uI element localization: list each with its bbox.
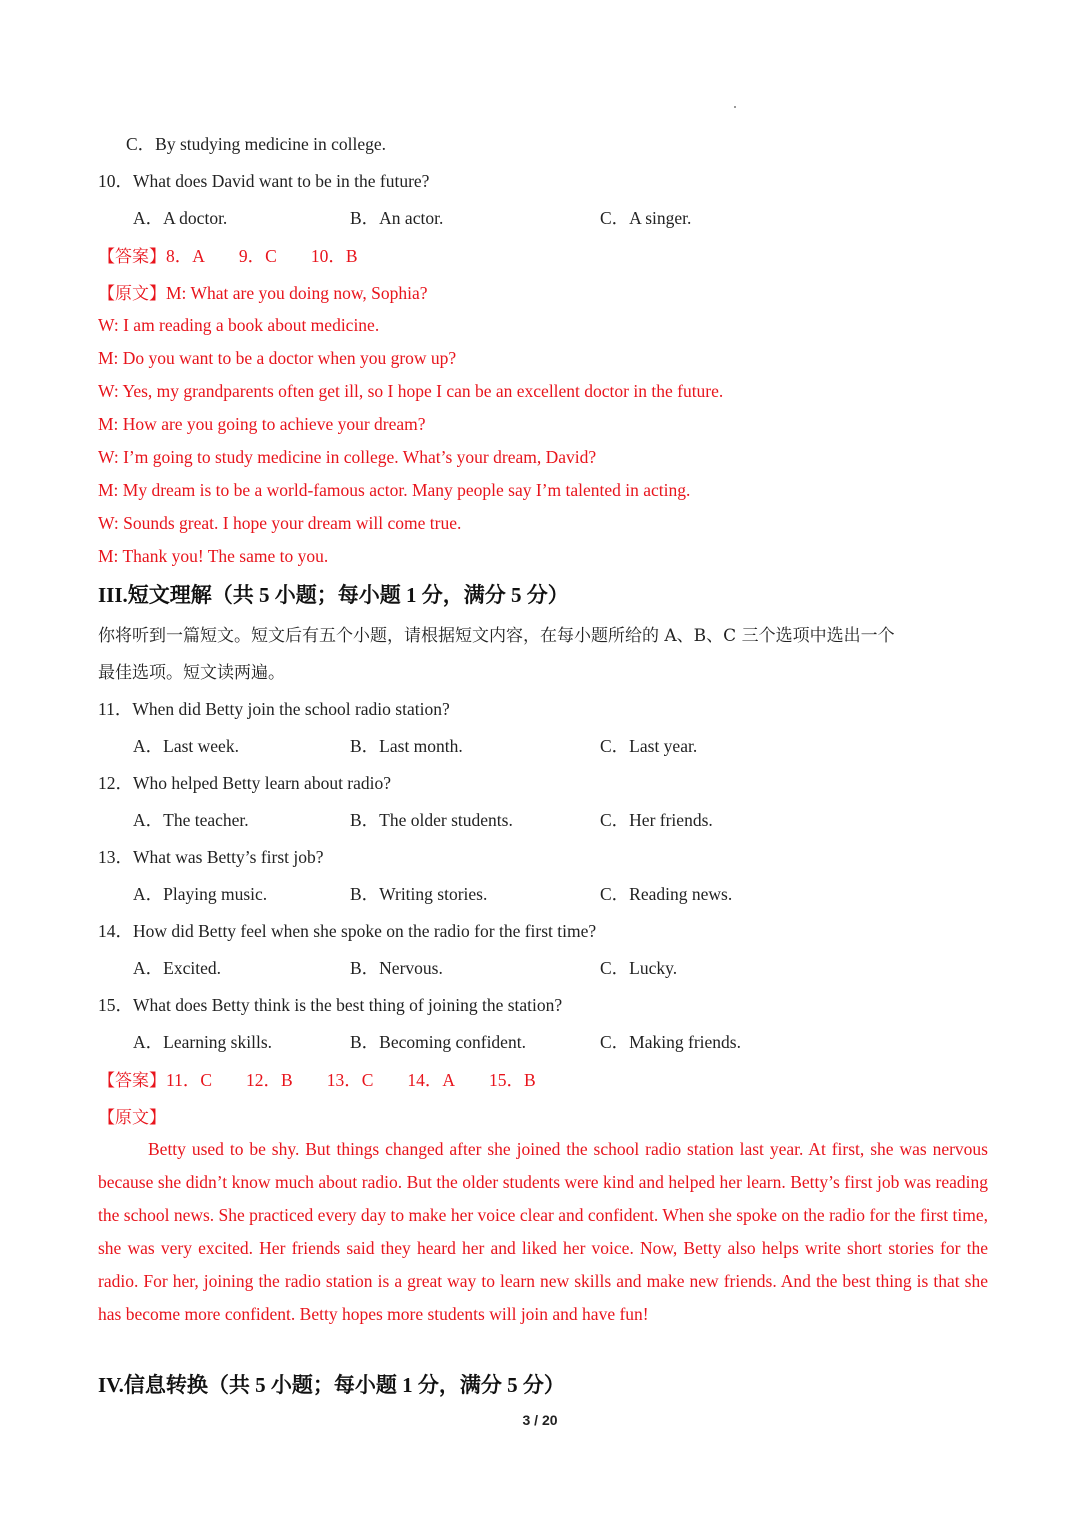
option-a: A．Excited.	[133, 958, 221, 978]
answer-item: 12．B	[246, 1070, 293, 1090]
transcript-tag: 【原文】	[98, 284, 166, 304]
scan-dot	[734, 106, 736, 108]
question: 15．What does Betty think is the best thing of joining the station?	[98, 995, 563, 1015]
option-b: B．Writing stories.	[350, 884, 488, 904]
section-instructions: 你将听到一篇短文。短文后有五个小题，请根据短文内容，在每小题所给的 A、B、C 三个选项中选出一个	[98, 626, 895, 646]
question: 14．How did Betty feel when she spoke on the radio for the first time?	[98, 921, 597, 941]
transcript-line: M: Do you want to be a doctor when you grow up?	[98, 348, 457, 368]
option-c: C．Reading news.	[600, 884, 733, 904]
option-b: B．Nervous.	[350, 958, 443, 978]
option-b: B．Becoming confident.	[350, 1032, 526, 1052]
answer-item: 11．C	[166, 1070, 213, 1090]
question: 12．Who helped Betty learn about radio?	[98, 773, 392, 793]
transcript-line: W: I am reading a book about medicine.	[98, 315, 380, 335]
answer-item: 10．B	[310, 246, 358, 266]
option-b: B．Last month.	[350, 736, 463, 756]
q10-option-c: C．A singer.	[600, 208, 692, 228]
option-a: A．Learning skills.	[133, 1032, 273, 1052]
transcript-line: 【原文】M: What are you doing now, Sophia?	[98, 283, 428, 304]
section-instructions: 最佳选项。短文读两遍。	[98, 663, 285, 683]
answer-item: 9．C	[238, 246, 277, 266]
answer-key-1	[98, 242, 358, 268]
question: 11．When did Betty join the school radio station?	[98, 699, 450, 719]
transcript-line: M: My dream is to be a world-famous actor. Many people say I’m talented in acting.	[98, 480, 691, 500]
option-b: B．The older students.	[350, 810, 513, 830]
option-c: C．Making friends.	[600, 1032, 741, 1052]
transcript-passage: Betty used to be shy. But things changed after she joined the school radio station last year. At first, she was nervous because she didn’t know much about radio. But the older students were kind and helped her learn. Betty’s first job was reading the school news. She practiced every day to make her voice clear and confident. When she spoke on the radio for the first time, she was very excited. Her friends said they heard her and liked her voice. Now, Betty also helps write short stories for the radio. For her, joining the radio station is a great way to learn new skills and make new friends. And the best thing is that she has become more confident. Betty hopes more students will join and have fun!	[98, 1139, 988, 1324]
q10-option-b: B．An actor.	[350, 208, 444, 228]
q9-option-c: C．By studying medicine in college.	[126, 134, 387, 154]
transcript-line: M: How are you going to achieve your dream?	[98, 414, 426, 434]
answer-key-2	[98, 1066, 536, 1092]
option-a: A．The teacher.	[133, 810, 249, 830]
page-number: 3 / 20	[522, 1412, 558, 1428]
answer-item: 15．B	[489, 1070, 536, 1090]
answer-tag: 【答案】	[98, 247, 166, 267]
section-heading: III.短文理解（共 5 小题；每小题 1 分，满分 5 分）	[98, 583, 569, 607]
answer-item: 14．A	[407, 1070, 456, 1090]
option-a: A．Playing music.	[133, 884, 268, 904]
transcript-line: W: Sounds great. I hope your dream will come true.	[98, 513, 462, 533]
section-heading: IV.信息转换（共 5 小题；每小题 1 分，满分 5 分）	[98, 1373, 565, 1397]
answer-tag: 【答案】	[98, 1071, 166, 1091]
transcript-tag: 【原文】	[98, 1108, 166, 1128]
transcript-line: M: Thank you! The same to you.	[98, 546, 329, 566]
q10-question: 10．What does David want to be in the future?	[98, 171, 430, 191]
option-a: A．Last week.	[133, 736, 239, 756]
transcript-line: W: Yes, my grandparents often get ill, so I hope I can be an excellent doctor in the future.	[98, 381, 724, 401]
option-c: C．Last year.	[600, 736, 698, 756]
option-c: C．Her friends.	[600, 810, 713, 830]
q10-option-a: A．A doctor.	[133, 208, 228, 228]
answer-item: 13．C	[326, 1070, 374, 1090]
question: 13．What was Betty’s first job?	[98, 847, 324, 867]
answer-item: 8．A	[166, 246, 205, 266]
option-c: C．Lucky.	[600, 958, 678, 978]
transcript-line: W: I’m going to study medicine in college. What’s your dream, David?	[98, 447, 597, 467]
